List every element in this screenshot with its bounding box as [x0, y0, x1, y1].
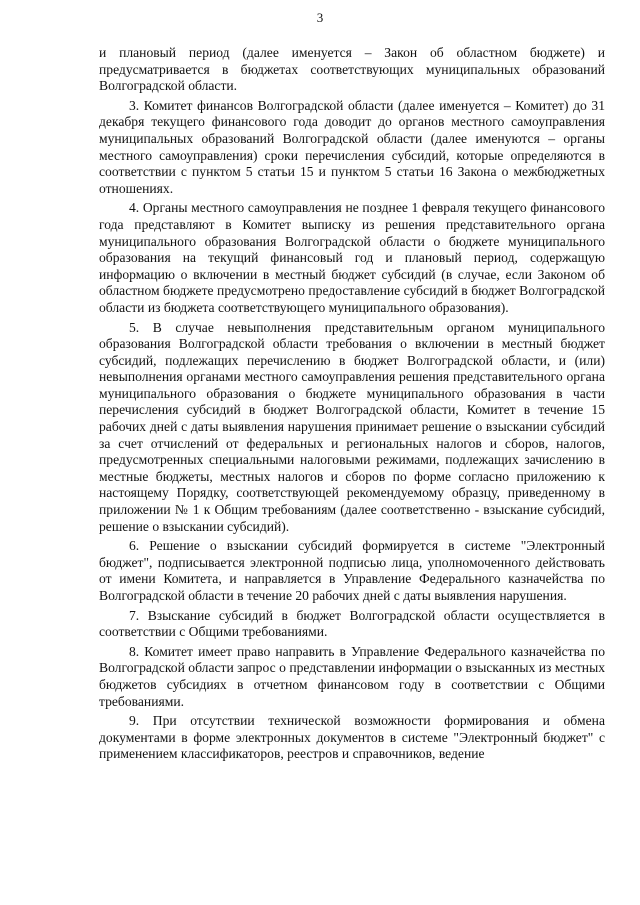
paragraph-9: 9. При отсутствии технической возможности формирования и обмена документами в форме электронных документов в системе "Электронный бюджет" с применением классификаторов, реестров и справочников, ведение [99, 713, 605, 762]
paragraph-7: 7. Взыскание субсидий в бюджет Волгоградской области осуществляется в соответствии с Общими требованиями. [99, 607, 605, 640]
paragraph-continuation: и плановый период (далее именуется – Закон об областном бюджете) и предусматривается в бюджетах соответствующих муниципальных образований Волгоградской области. [99, 45, 605, 94]
paragraph-8: 8. Комитет имеет право направить в Управление Федерального казначейства по Волгоградской области запрос о представлении информации о взысканных из местных бюджетов субсидиях в отчетном финансовом году в соответствии с Общими требованиями. [99, 643, 605, 709]
paragraph-5: 5. В случае невыполнения представительным органом муниципального образования Волгоградской области требования о включении в местный бюджет субсидий, подлежащих перечислению в бюджет Волгоградской области, и (или) невыполнения органами местного самоуправления решения представительного органа муниципального образования о бюджете муниципального образования в части перечисления субсидий в бюджет Волгоградской области, Комитет в течение 15 рабочих дней с даты выявления нарушения принимает решение о взыскании субсидий за счет отчислений от федеральных и региональных налогов и сборов, налогов, предусмотренных специальными налоговыми режимами, подлежащих зачислению в местные бюджеты, местных налогов и сборов по форме согласно приложению к настоящему Порядку, соответствующей рекомендуемому образцу, приведенному в приложении № 1 к Общим требованиям (далее соответственно - взыскание субсидий, решение о взыскании субсидий). [99, 319, 605, 534]
paragraph-6: 6. Решение о взыскании субсидий формируется в системе "Электронный бюджет", подписывается электронной подписью лица, уполномоченного действовать от имени Комитета, и направляется в Управление Федерального казначейства по Волгоградской области в течение 20 рабочих дней с даты выявления нарушения. [99, 538, 605, 603]
paragraph-4: 4. Органы местного самоуправления не позднее 1 февраля текущего финансового года представляют в Комитет выписку из решения представительного органа муниципального образования Волгоградской области о бюджете муниципального образования на текущий финансовый год и плановый период, содержащую информацию о включении в местный бюджет субсидий (в случае, если Законом об областном бюджете предусмотрено предоставление субсидий в бюджет Волгоградской области из бюджета соответствующего муниципального образования). [99, 200, 605, 315]
paragraph-3: 3. Комитет финансов Волгоградской области (далее именуется – Комитет) до 31 декабря текущего финансового года доводит до органов местного самоуправления муниципальных образований Волгоградской области (далее именуются – органы местного самоуправления) сроки перечисления субсидий, которые определяются в соответствии с пунктом 5 статьи 15 и пунктом 5 статьи 16 Закона о межбюджетных отношениях. [99, 97, 605, 196]
page-number: 3 [316, 10, 324, 25]
document-body [99, 45, 605, 766]
